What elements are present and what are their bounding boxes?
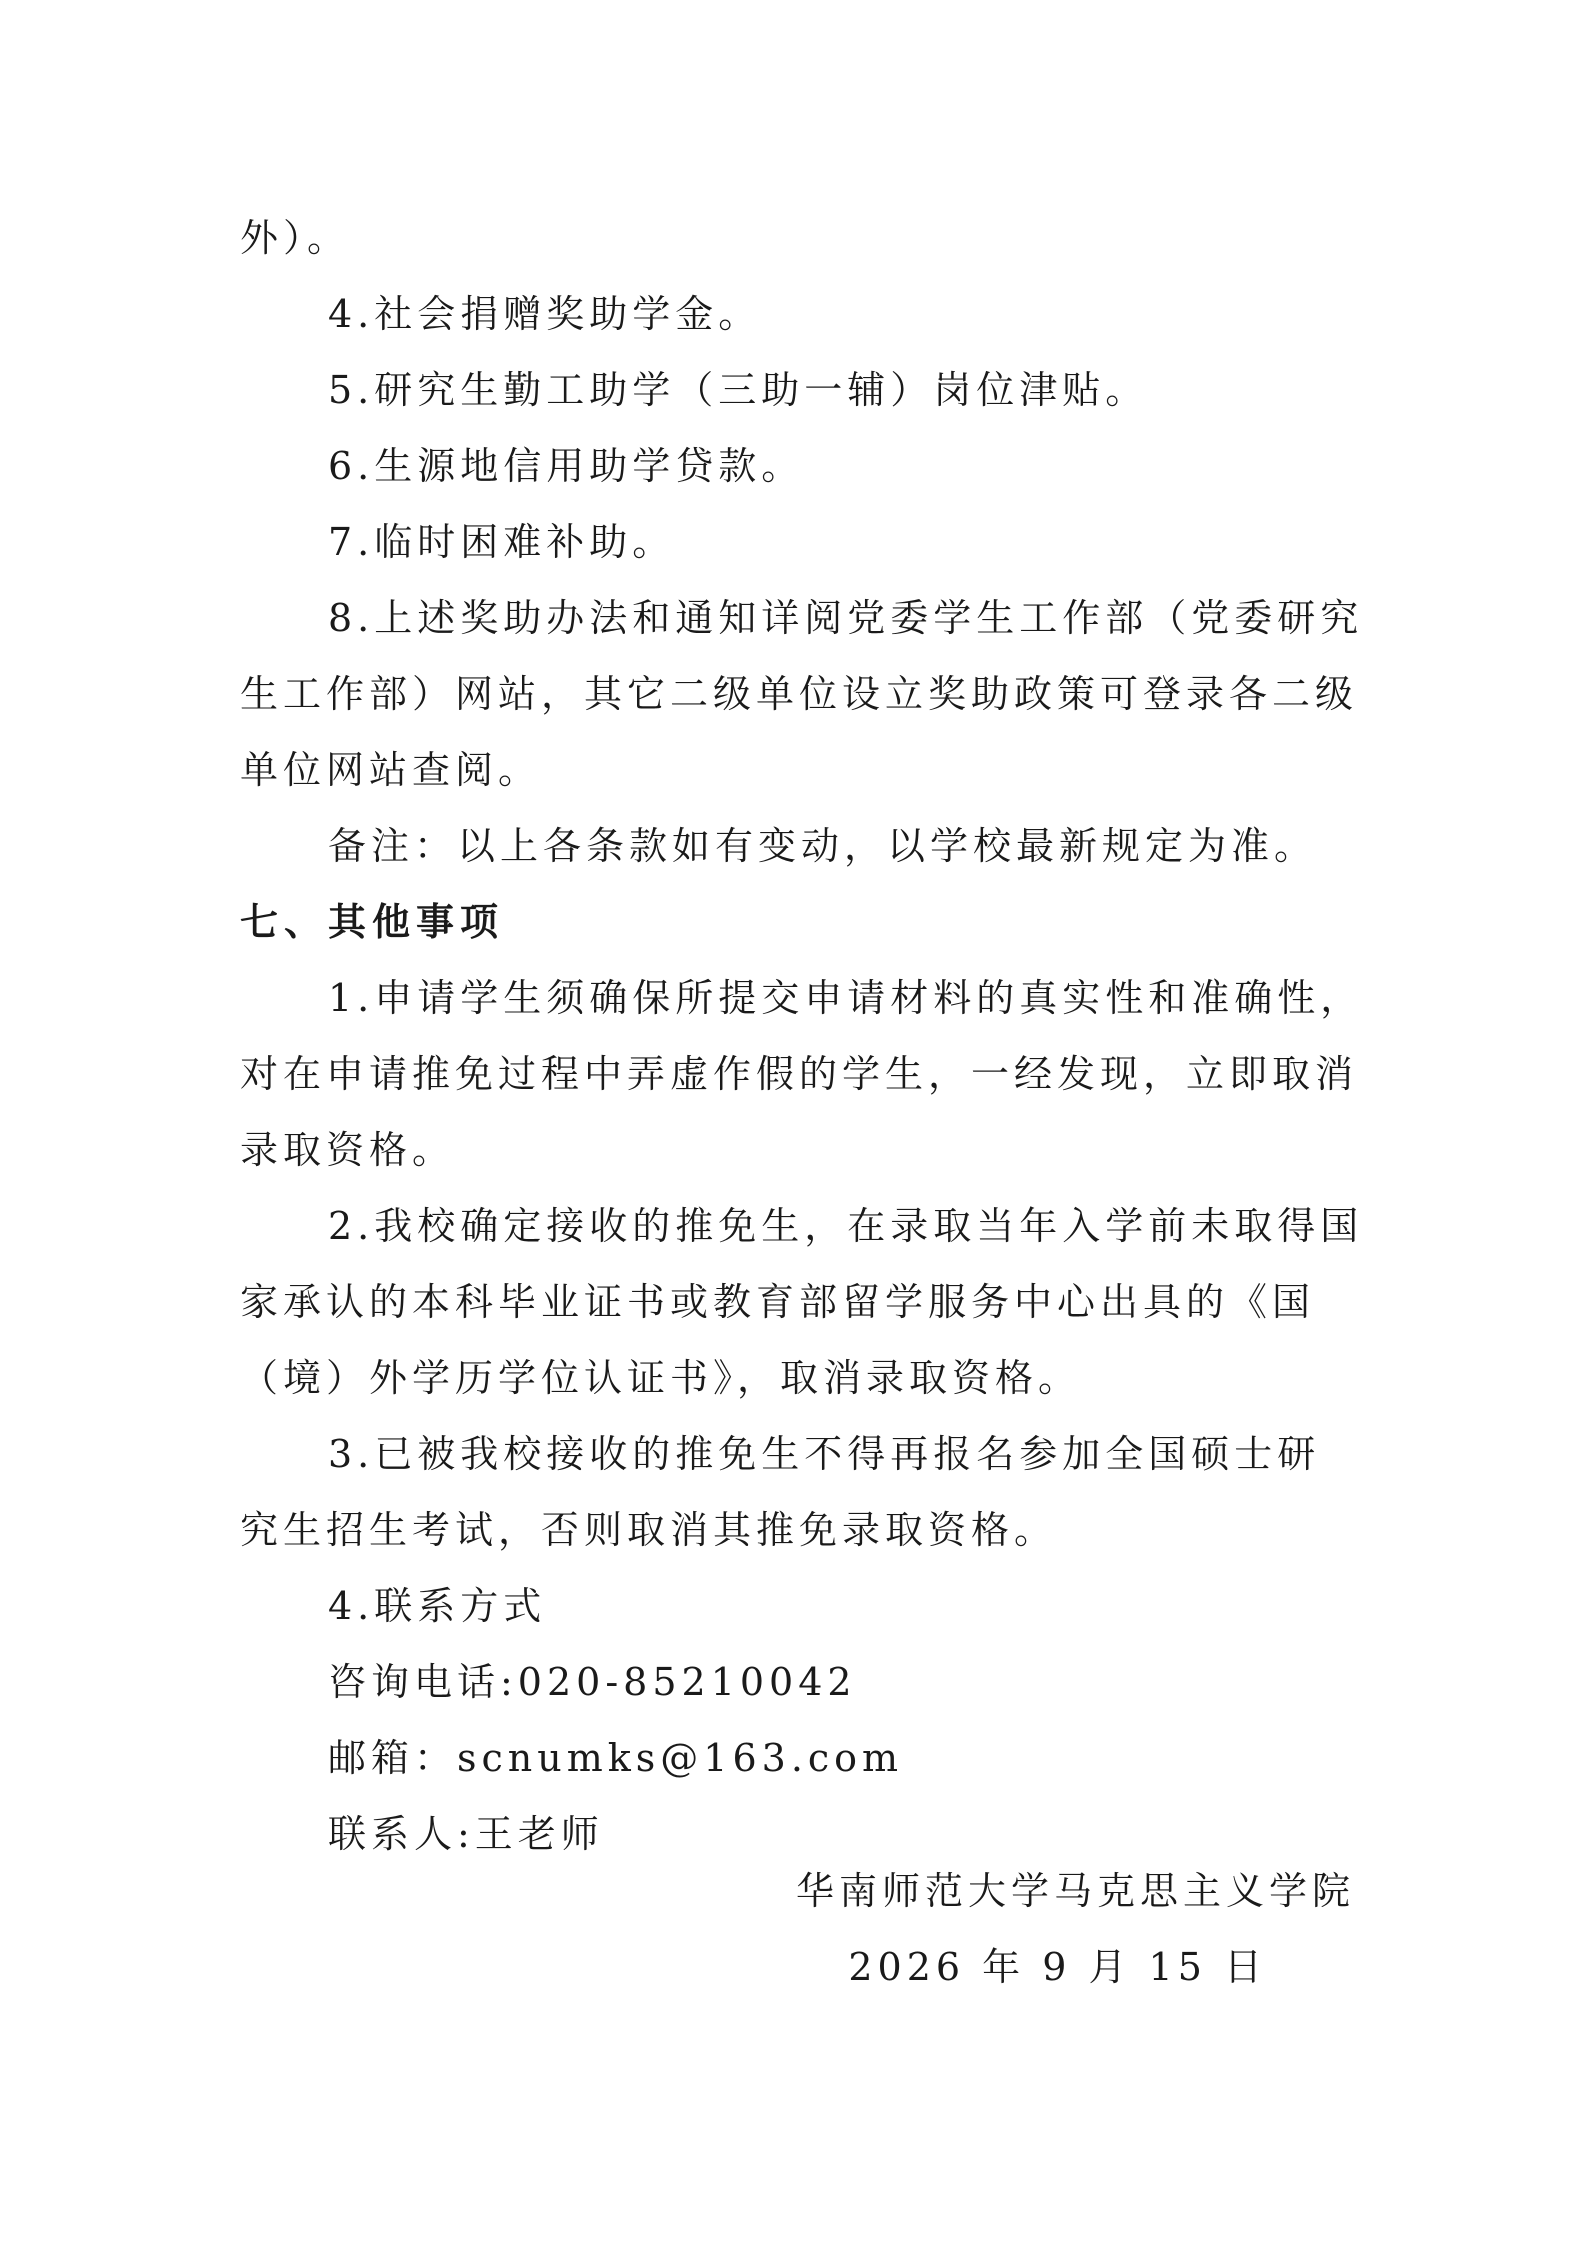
paragraph-line: 5.研究生勤工助学（三助一辅）岗位津贴。	[328, 368, 1149, 412]
paragraph-line: 外）。	[240, 216, 351, 260]
paragraph-line: 生工作部）网站，其它二级单位设立奖助政策可登录各二级	[240, 672, 1359, 716]
paragraph-line: 8.上述奖助办法和通知详阅党委学生工作部（党委研究	[328, 596, 1364, 640]
paragraph-line: 3.已被我校接收的推免生不得再报名参加全国硕士研	[328, 1432, 1321, 1476]
paragraph-line: 7.临时困难补助。	[328, 520, 676, 564]
paragraph-line: 究生招生考试，否则取消其推免录取资格。	[240, 1508, 1058, 1552]
document-body	[240, 200, 1364, 1872]
paragraph-line: 家承认的本科毕业证书或教育部留学服务中心出具的《国	[240, 1280, 1316, 1324]
paragraph-line: 单位网站查阅。	[240, 748, 542, 792]
paragraph-line: 1.申请学生须确保所提交申请材料的真实性和准确性，	[328, 976, 1364, 1020]
contact-person: 联系人:王老师	[328, 1812, 604, 1856]
contact-email: 邮箱：scnumks@163.com	[328, 1736, 904, 1780]
signature-date: 2026 年 9 月 15 日	[848, 1945, 1267, 1989]
paragraph-line: 4.社会捐赠奖助学金。	[328, 292, 762, 336]
contact-heading: 4.联系方式	[328, 1584, 547, 1628]
paragraph-line: 2.我校确定接收的推免生，在录取当年入学前未取得国	[328, 1204, 1364, 1248]
signature-organization: 华南师范大学马克思主义学院	[795, 1869, 1355, 1913]
paragraph-line: （境）外学历学位认证书》，取消录取资格。	[240, 1356, 1082, 1400]
note-line: 备注：以上各条款如有变动，以学校最新规定为准。	[328, 824, 1318, 868]
section-heading: 七、其他事项	[240, 900, 505, 944]
paragraph-line: 6.生源地信用助学贷款。	[328, 444, 805, 488]
paragraph-line: 对在申请推免过程中弄虚作假的学生，一经发现，立即取消	[240, 1052, 1359, 1096]
contact-phone: 咨询电话:020-85210042	[328, 1660, 857, 1704]
paragraph-line: 录取资格。	[240, 1128, 456, 1172]
